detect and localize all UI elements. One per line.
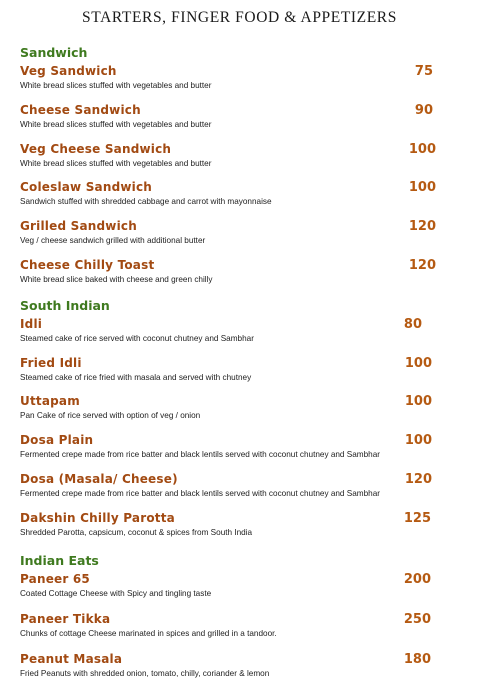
item-price: 200	[403, 571, 431, 587]
item-price: 100	[408, 141, 436, 157]
item-description: Fermented crepe made from rice batter and black lentils served with coconut chutney and Sambhar	[20, 488, 380, 498]
item-name: Dosa (Masala/ Cheese)	[20, 471, 178, 486]
item-description: Steamed cake of rice fried with masala and served with chutney	[20, 372, 252, 382]
menu-item	[20, 570, 459, 610]
item-price: 100	[404, 433, 432, 449]
item-description: Veg / cheese sandwich grilled with additional butter	[20, 236, 206, 246]
item-name: Dakshin Chilly Parotta	[20, 510, 175, 525]
item-price: 180	[403, 651, 431, 667]
item-description: White bread slices stuffed with vegetables and butter	[20, 81, 212, 90]
item-name: Paneer Tikka	[20, 611, 111, 626]
menu-item	[20, 140, 459, 179]
item-name: Veg Sandwich	[20, 64, 117, 78]
item-description: Fermented crepe made from rice batter and black lentils served with coconut chutney and Sambhar	[20, 450, 380, 460]
item-name: Coleslaw Sandwich	[20, 180, 153, 195]
item-name: Dosa Plain	[20, 433, 94, 448]
item-price: 125	[403, 510, 431, 526]
menu-item	[20, 509, 459, 548]
page-title: STARTERS, FINGER FOOD & APPETIZERS	[82, 9, 397, 26]
item-name: Peanut Masala	[20, 651, 123, 666]
menu-item	[20, 650, 459, 682]
item-description: Steamed cake of rice served with coconut chutney and Sambhar	[20, 333, 254, 343]
item-name: Cheese Chilly Toast	[20, 257, 155, 272]
item-price: 120	[408, 257, 436, 273]
item-price: 120	[408, 219, 436, 235]
item-price: 120	[404, 471, 432, 487]
item-description: Sandwich stuffed with shredded cabbage and carrot with mayonnaise	[20, 197, 272, 207]
menu-item	[20, 217, 459, 256]
item-price: 100	[404, 355, 432, 371]
item-name: Idli	[20, 316, 43, 331]
section-title: Sandwich	[20, 45, 88, 60]
item-name: Uttapam	[20, 394, 80, 409]
menu-item	[20, 354, 459, 393]
menu-item	[20, 101, 459, 140]
menu-item	[20, 610, 459, 650]
menu-item	[20, 431, 459, 470]
section-indian-eats	[20, 552, 459, 682]
menu-item	[20, 392, 459, 431]
item-price: 100	[404, 394, 432, 410]
menu-item	[20, 256, 459, 295]
item-description: Fried Peanuts with shredded onion, tomato, chilly, coriander & lemon	[20, 668, 270, 678]
item-description: White bread slices stuffed with vegetables and butter	[20, 158, 212, 168]
item-description: Coated Cottage Cheese with Spicy and tingling taste	[20, 588, 212, 598]
item-name: Fried Idli	[20, 355, 82, 370]
item-description: White bread slice baked with cheese and green chilly	[20, 274, 213, 284]
item-name: Grilled Sandwich	[20, 219, 137, 234]
section-title: South Indian	[20, 297, 110, 313]
item-price: 90	[414, 102, 433, 118]
menu-item	[20, 315, 459, 354]
menu-item	[20, 178, 459, 217]
item-price: 100	[408, 180, 436, 196]
item-description: Pan Cake of rice served with option of veg / onion	[20, 411, 201, 421]
item-name: Veg Cheese Sandwich	[20, 141, 172, 156]
item-description: Chunks of cottage Cheese marinated in spices and grilled in a tandoor.	[20, 628, 277, 638]
item-description: Shredded Parotta, capsicum, coconut & spices from South India	[20, 527, 253, 537]
item-price: 80	[403, 316, 422, 332]
item-description: White bread slices stuffed with vegetables and butter	[20, 119, 212, 129]
section-south-indian	[20, 297, 459, 548]
section-sandwich	[20, 44, 459, 295]
menu-item	[20, 62, 459, 101]
item-price: 250	[403, 611, 431, 627]
item-name: Cheese Sandwich	[20, 102, 141, 117]
item-price: 75	[414, 64, 433, 79]
item-name: Paneer 65	[20, 571, 90, 586]
section-title: Indian Eats	[20, 552, 99, 568]
menu-item	[20, 470, 459, 509]
